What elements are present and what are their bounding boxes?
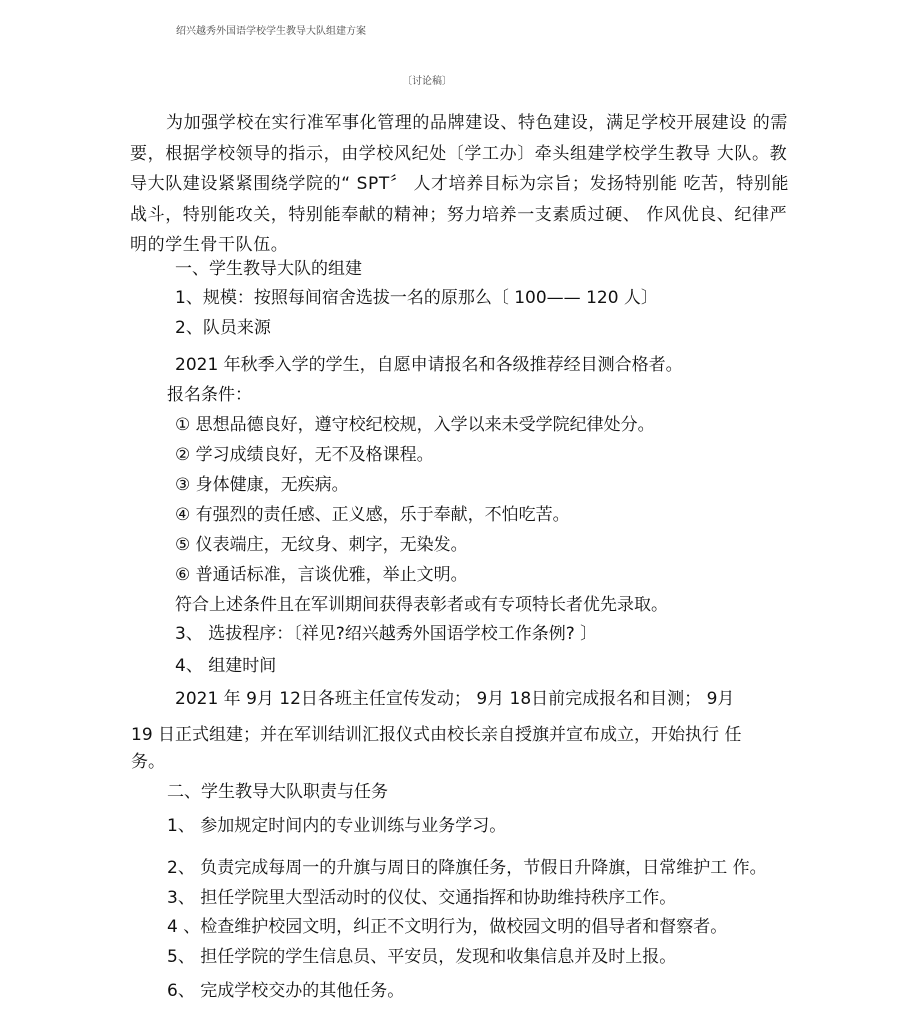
time-heading: 4、 组建时间 xyxy=(175,656,277,676)
duty-item: 3、 担任学院里大型活动时的仪仗、交通指挥和协助维持秩序工作。 xyxy=(167,888,677,908)
time-line: 19 日正式组建；并在军训结训汇报仪式由校长亲自授旗并宣布成立，开始执行 任 xyxy=(131,725,742,745)
procedure-item: 3、 选拔程序：〔祥见?绍兴越秀外国语学校工作条例? 〕 xyxy=(175,624,598,644)
scale-item: 1、规模：按照每间宿舍选拔一名的原那么〔 100—— 120 人〕 xyxy=(175,288,658,308)
condition-item: ④ 有强烈的责任感、正义感，乐于奉献，不怕吃苦。 xyxy=(175,505,570,525)
duty-item: 4 、检查维护校园文明，纠正不文明行为，做校园文明的倡导者和督察者。 xyxy=(167,917,728,937)
duty-item: 1、 参加规定时间内的专业训练与业务学习。 xyxy=(167,816,507,836)
time-line: 2021 年 9月 12日各班主任宣传发动； 9月 18日前完成报名和目测； 9月 xyxy=(175,689,735,709)
condition-item: ⑥ 普通话标准，言谈优雅，举止文明。 xyxy=(175,565,468,585)
duty-item: 2、 负责完成每周一的升旗与周日的降旗任务，节假日升降旗，日常维护工 作。 xyxy=(167,858,767,878)
priority-note: 符合上述条件且在军训期间获得表彰者或有专项特长者优先录取。 xyxy=(175,595,668,615)
intro-paragraph: 为加强学校在实行准军事化管理的品牌建设、特色建设，满足学校开展建设 的需要，根据学校领导的指示，由学校风纪处〔学工办〕牵头组建学校学生教导 大队。教导大队建设紧紧围绕学院的“ SPT〞 人才培养目标为宗旨；发扬特别能 吃苦，特别能战斗，特别能攻关，特别能奉献的精神；努力培养一支素质过硬、 作风优良、纪律严明的学生骨干队伍。 xyxy=(130,113,790,255)
conditions-label: 报名条件： xyxy=(167,385,252,405)
duty-item: 6、 完成学校交办的其他任务。 xyxy=(167,981,405,1001)
section1-heading: 一、学生教导大队的组建 xyxy=(175,259,362,279)
source-heading: 2、队员来源 xyxy=(175,318,271,338)
condition-item: ① 思想品德良好，遵守校纪校规，入学以来未受学院纪律处分。 xyxy=(175,415,655,435)
section2-heading: 二、学生教导大队职责与任务 xyxy=(167,782,388,802)
condition-item: ③ 身体健康，无疾病。 xyxy=(175,475,349,495)
draft-label: 〔讨论稿〕 xyxy=(402,76,452,87)
time-line: 务。 xyxy=(131,752,165,772)
duty-item: 5、 担任学院的学生信息员、平安员，发现和收集信息并及时上报。 xyxy=(167,947,677,967)
condition-item: ⑤ 仪表端庄，无纹身、刺字，无染发。 xyxy=(175,535,468,555)
document-header-title: 绍兴越秀外国语学校学生教导大队组建方案 xyxy=(176,26,366,37)
condition-item: ② 学习成绩良好，无不及格课程。 xyxy=(175,445,434,465)
source-text: 2021 年秋季入学的学生，自愿申请报名和各级推荐经目测合格者。 xyxy=(175,355,683,375)
